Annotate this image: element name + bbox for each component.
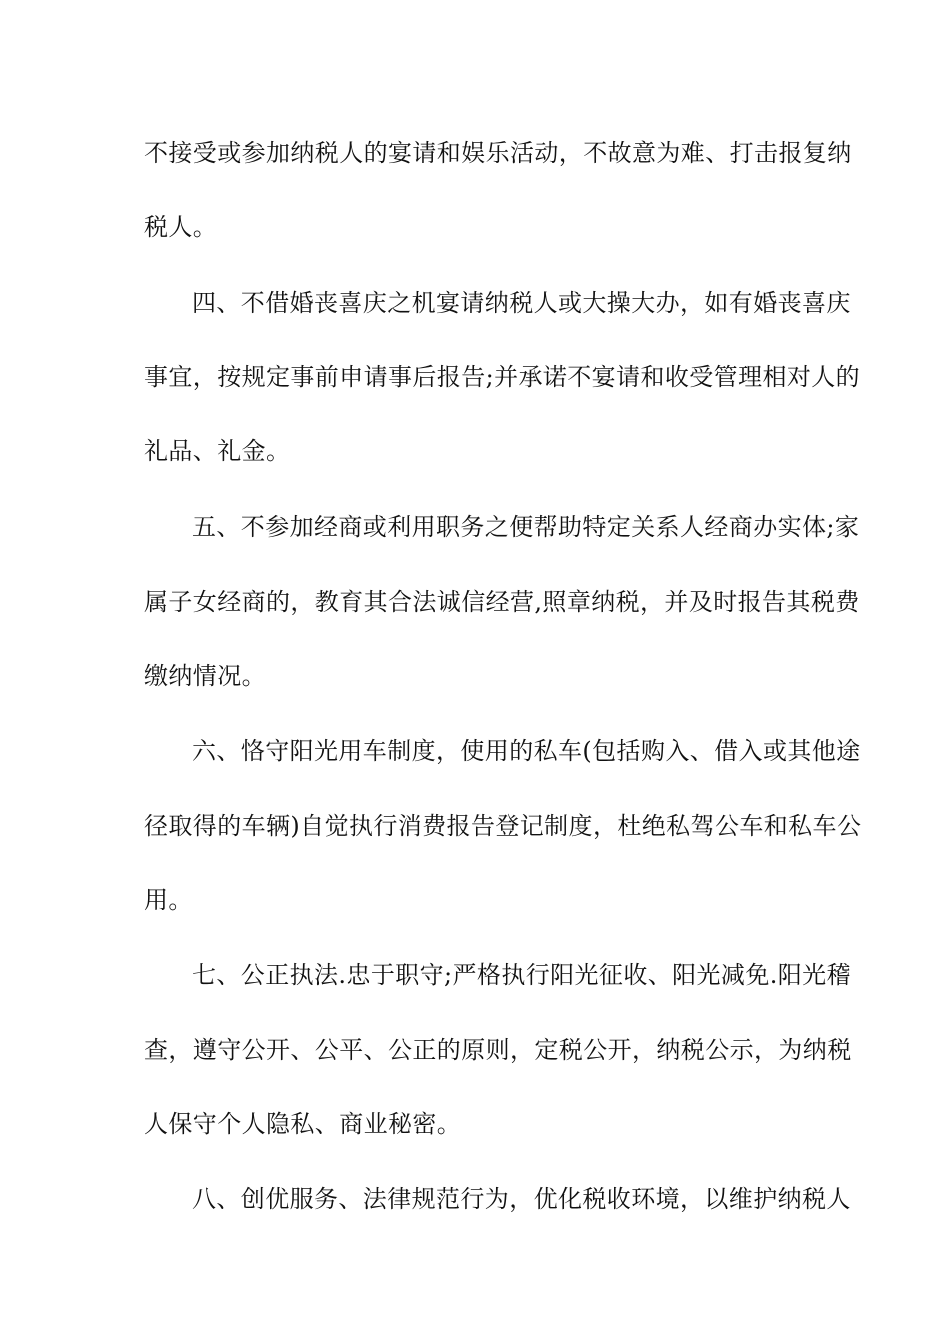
text-line: 税人。 [144, 213, 218, 241]
paragraph-six-start: 六、恪守阳光用车制度，使用的私车(包括购入、借入或其他途 [192, 737, 861, 765]
text-line: 事宜，按规定事前申请事后报告;并承诺不宴请和收受管理相对人的 [144, 363, 861, 391]
text-line: 不接受或参加纳税人的宴请和娱乐活动，不故意为难、打击报复纳 [144, 139, 852, 167]
paragraph-eight-start: 八、创优服务、法律规范行为，优化税收环境，以维护纳税人 [192, 1185, 851, 1213]
text-line: 礼品、礼金。 [144, 437, 291, 465]
text-line: 查，遵守公开、公平、公正的原则，定税公开，纳税公示，为纳税 [144, 1036, 852, 1064]
text-line: 径取得的车辆)自觉执行消费报告登记制度，杜绝私驾公车和私车公 [144, 812, 862, 840]
paragraph-seven-start: 七、公正执法.忠于职守;严格执行阳光征收、阳光减免.阳光稽 [192, 961, 851, 989]
text-line: 缴纳情况。 [144, 662, 266, 690]
paragraph-four-start: 四、不借婚丧喜庆之机宴请纳税人或大操大办，如有婚丧喜庆 [192, 289, 851, 317]
paragraph-five-start: 五、不参加经商或利用职务之便帮助特定关系人经商办实体;家 [192, 513, 860, 541]
text-line: 属子女经商的，教育其合法诚信经营,照章纳税，并及时报告其税费 [144, 588, 860, 616]
text-line: 用。 [144, 886, 193, 914]
text-line: 人保守个人隐私、商业秘密。 [144, 1110, 462, 1138]
